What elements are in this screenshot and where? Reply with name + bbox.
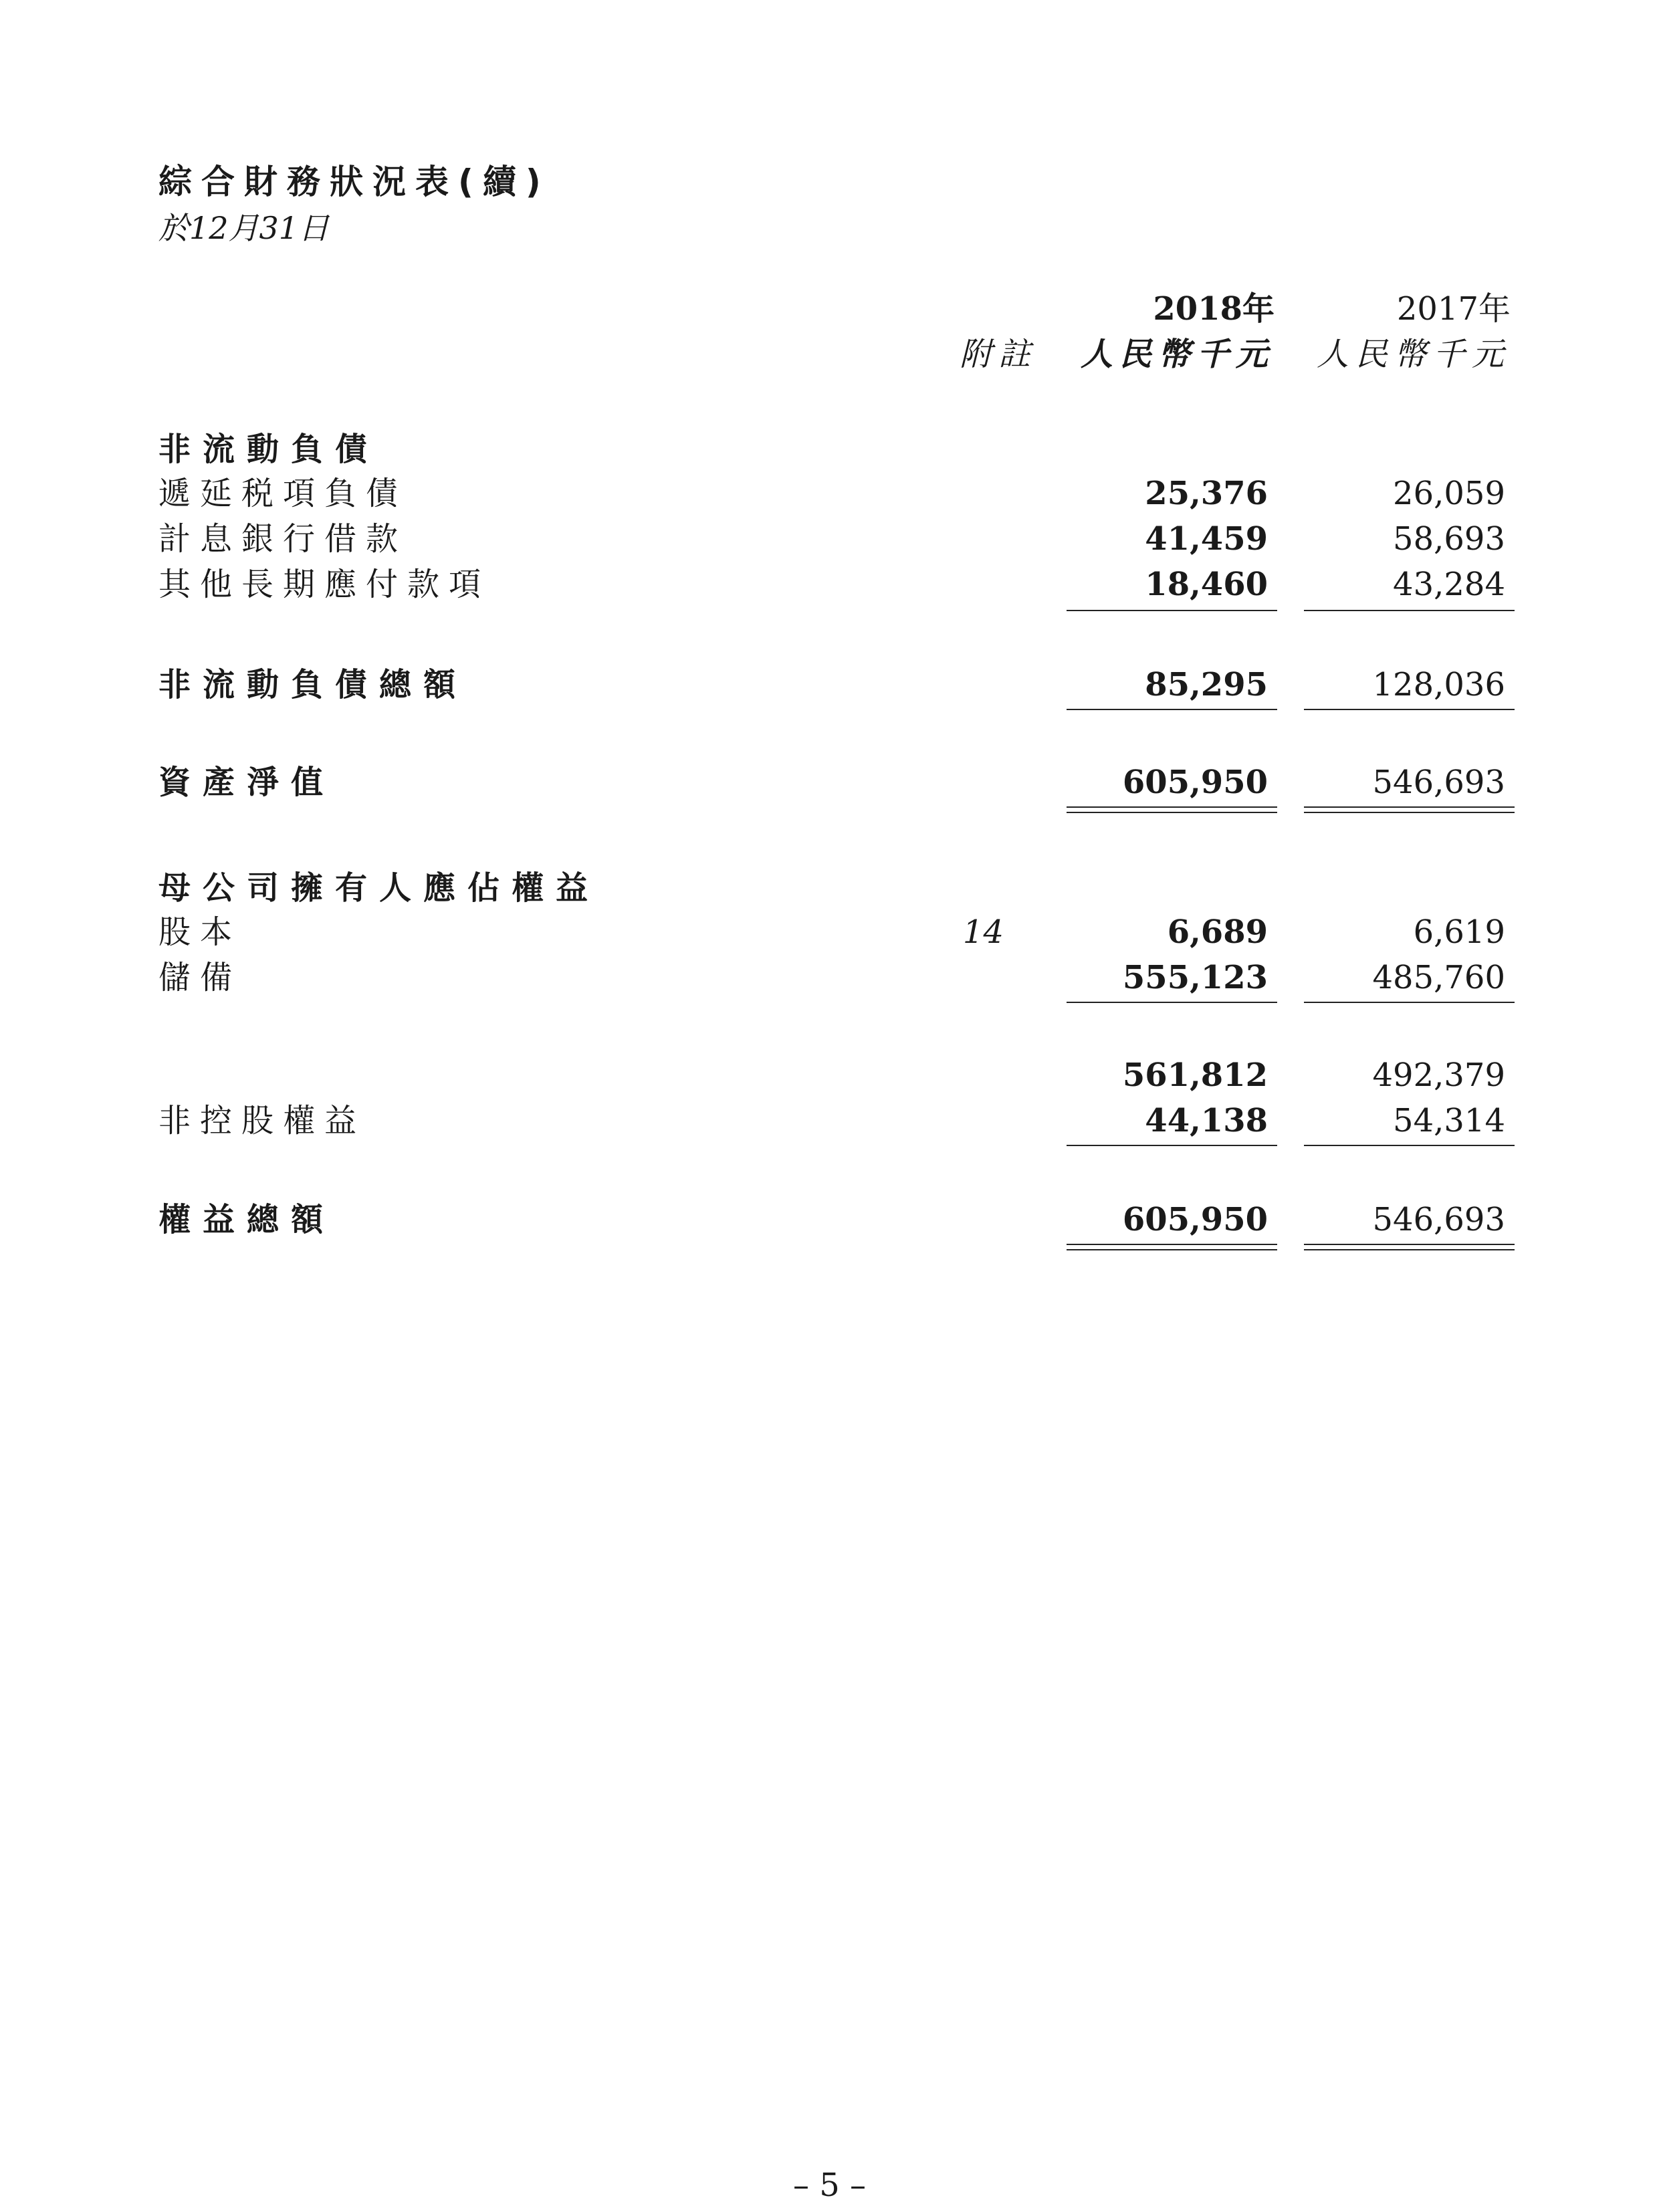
row-label: 非流動負債總額 [158,666,468,703]
value-2017: 492,379 [1372,1057,1505,1094]
column-header-2018-year: 2018年 [1153,290,1275,328]
value-2017: 546,693 [1372,764,1505,801]
row-label: 其他長期應付款項 [158,566,491,603]
underline-2017 [1304,709,1515,710]
value-2017: 6,619 [1413,913,1505,951]
section-label: 非流動負債 [158,431,380,468]
table-row-net-assets [0,761,1659,804]
value-2017: 43,284 [1393,566,1505,603]
section-heading-non-current-liabilities [0,428,1659,471]
table-row-deferred-tax [0,472,1659,515]
column-header-2018-unit: 人民幣千元 [1080,336,1275,373]
row-label: 計息銀行借款 [158,520,408,558]
underline-2018 [1067,1145,1277,1146]
table-row-reserves [0,956,1659,999]
value-2018: 25,376 [1145,475,1268,512]
value-2018: 18,460 [1145,566,1268,603]
value-2018: 561,812 [1122,1057,1268,1094]
column-header-2017-unit: 人民幣千元 [1316,336,1511,373]
page-title: 綜合財務狀況表(續) [158,162,550,201]
value-2018: 605,950 [1122,1201,1268,1238]
table-row-bank-loans [0,518,1659,560]
underline-2018 [1067,1002,1277,1003]
table-row-share-capital [0,911,1659,954]
note-reference: 14 [962,913,1004,951]
section-label: 母公司擁有人應佔權益 [158,869,600,907]
column-header-note: 附註 [959,336,1037,373]
value-2017: 128,036 [1372,666,1505,703]
page-number: – 5 – [792,2167,867,2204]
row-label: 儲備 [158,959,242,996]
double-underline-2017 [1304,1244,1515,1245]
underline-2017 [1304,1002,1515,1003]
double-underline-2018 [1067,806,1277,808]
value-2017: 546,693 [1372,1201,1505,1238]
underline-2017 [1304,610,1515,611]
value-2018: 44,138 [1145,1102,1268,1139]
table-row-other-payables [0,563,1659,606]
row-label: 遞延税項負債 [158,475,408,512]
underline-2017 [1304,1145,1515,1146]
underline-2018 [1067,709,1277,710]
underline-2018 [1067,610,1277,611]
column-header-2017-year: 2017年 [1396,290,1511,328]
page-subtitle: 於12月31日 [158,210,330,246]
value-2018: 605,950 [1122,764,1268,801]
value-2017: 58,693 [1393,520,1505,558]
row-label: 資產淨值 [158,764,336,801]
table-row-total-non-current [0,663,1659,706]
value-2018: 555,123 [1122,959,1268,996]
row-label: 非控股權益 [158,1102,366,1139]
value-2018: 85,295 [1145,666,1268,703]
table-row-subtotal [0,1054,1659,1097]
table-row-total-equity [0,1198,1659,1241]
row-label: 股本 [158,913,242,951]
table-row-non-controlling [0,1099,1659,1142]
double-underline-2017 [1304,806,1515,808]
value-2018: 41,459 [1145,520,1268,558]
value-2017: 54,314 [1393,1102,1505,1139]
value-2017: 26,059 [1393,475,1505,512]
value-2018: 6,689 [1167,913,1268,951]
double-underline-2018 [1067,1244,1277,1245]
row-label: 權益總額 [158,1201,336,1238]
value-2017: 485,760 [1372,959,1505,996]
section-heading-equity-attributable [0,867,1659,909]
